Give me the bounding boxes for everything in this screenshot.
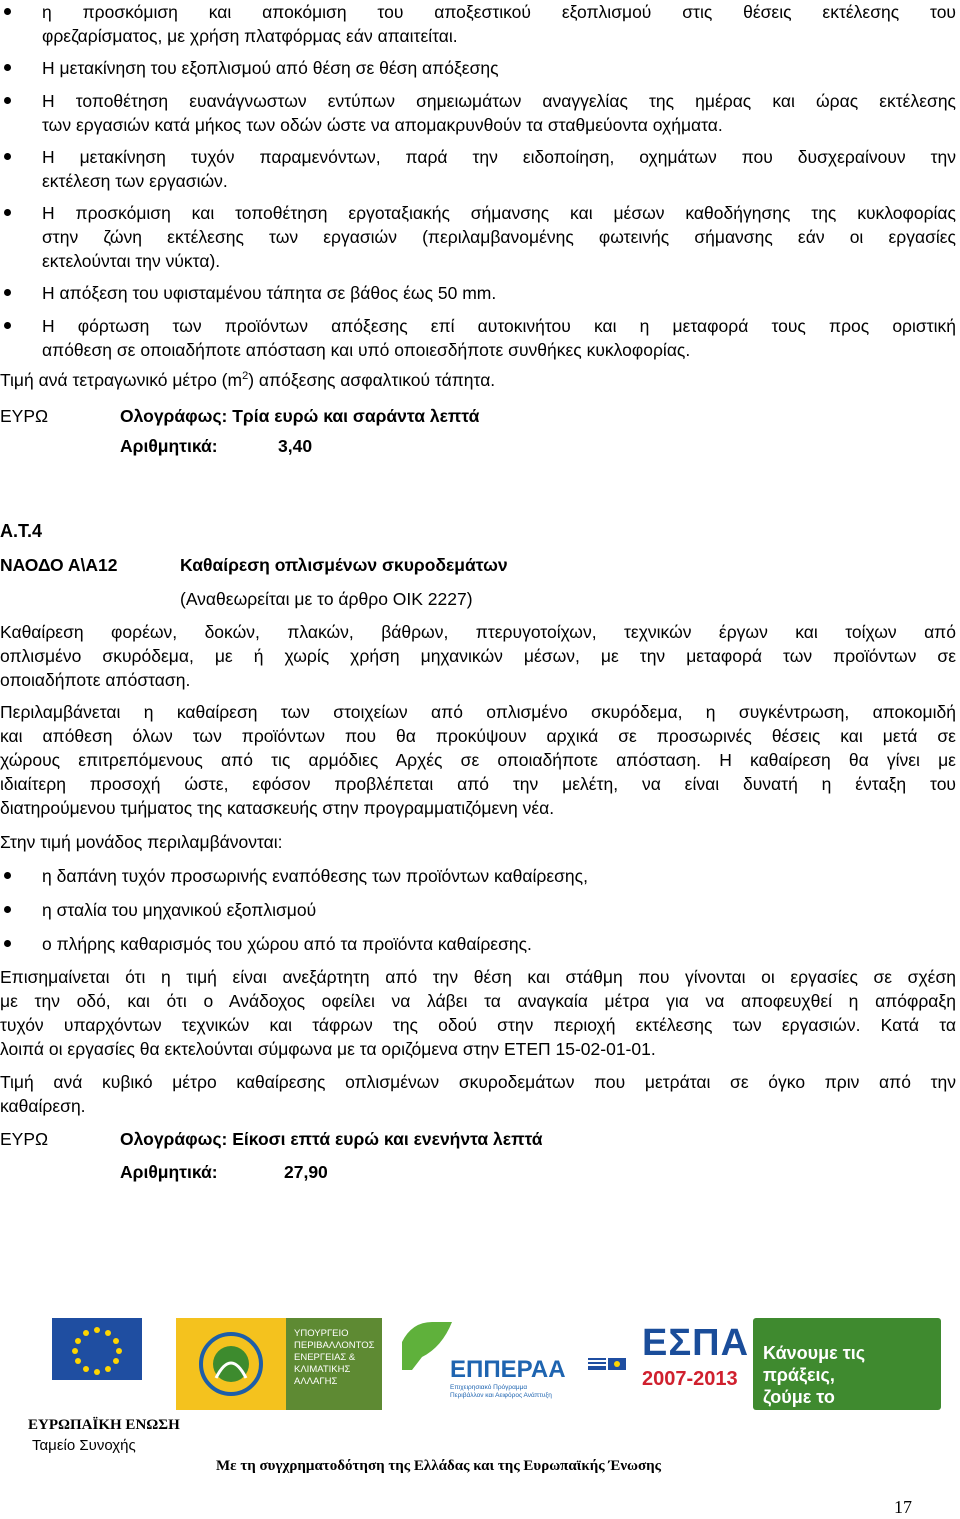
eu-title: ΕΥΡΩΠΑΪΚΗ ΕΝΩΣΗ <box>28 1417 180 1433</box>
list-item-cont: εκτελούνται την νύκτα). <box>42 251 221 271</box>
currency-label: ΕΥΡΩ <box>0 1129 49 1149</box>
epperaa-leaf-icon <box>402 1322 452 1370</box>
paragraph-line: Καθαίρεση φορέων, δοκών, πλακών, βάθρων, πτερυγοτοίχων, τεχνικών έργων και τοίχων από <box>0 622 956 642</box>
price-numeric-value: 3,40 <box>278 436 313 456</box>
list-item: ο πλήρης καθαρισμός του χώρου από τα προϊόντα καθαίρεσης. <box>42 934 532 954</box>
paragraph-line: διατηρούμενου τμήματος της κατασκευής στην προγραμματιζόμενη νέα. <box>0 798 555 818</box>
bullet-icon <box>4 289 11 296</box>
espa-years: 2007-2013 <box>642 1368 738 1390</box>
eu-flag-icon <box>28 1318 166 1410</box>
paragraph-line: με την οδό, και ότι ο Ανάδοχος οφείλει να λάβει τα αναγκαία μέτρα για να αποφευχθεί η απόφραξη <box>0 991 956 1011</box>
ministry-emblem-icon <box>176 1318 286 1410</box>
paragraph-line: οπλισμένο σκυρόδεμα, με ή χωρίς χρήση μηχανικών μέσων, με την μεταφορά των προϊόντων σε <box>0 646 956 666</box>
list-item: Η μετακίνηση τυχόν παραμενόντων, παρά την ειδοποίηση, οχημάτων που δυσχεραίνουν την <box>42 147 956 167</box>
ministry-line: ΥΠΟΥΡΓΕΙΟ <box>294 1328 349 1339</box>
espa-logo <box>578 1318 750 1410</box>
paragraph-line: Επισημαίνεται ότι η τιμή είναι ανεξάρτητη από την θέση και στάθμη που γίνονται οι εργασίες σε σχέση <box>0 967 956 987</box>
list-item: Η προσκόμιση και τοποθέτηση εργοταξιακής σήμανσης και μέσων καθοδήγησης της κυκλοφορίας <box>42 203 956 223</box>
list-item: Η τοποθέτηση ευανάγνωστων εντύπων σημειωμάτων αναγγελίας της ημέρας και ώρας εκτέλεσης <box>42 91 956 111</box>
unit-price-description: Τιμή ανά τετραγωνικό μέτρο $(m^2)$ απόξεσης ασφαλτικού τάπητα. <box>0 370 496 390</box>
article-id: Α.Τ.4 <box>0 521 43 541</box>
currency-label: ΕΥΡΩ <box>0 406 49 426</box>
slogan-banner <box>753 1318 941 1429</box>
price-numeric-label: Αριθμητικά: <box>120 436 218 456</box>
espa-name: ΕΣΠΑ <box>642 1322 750 1364</box>
list-item: η προσκόμιση και αποκόμιση του αποξεστικού εξοπλισμού στις θέσεις εκτέλεσης του <box>42 2 956 22</box>
ministry-line: ΑΛΛΑΓΗΣ <box>294 1376 338 1387</box>
eu-logo <box>28 1318 166 1410</box>
paragraph-line: χώρους επιτρεπόμενους από τις αρμόδιες Αρχές σε οποιαδήποτε απόσταση. Η καθαίρεση θα γίνει με <box>0 750 956 770</box>
article-subtitle: (Αναθεωρείται με το άρθρο ΟΙΚ 2227) <box>180 589 473 609</box>
price-in-words: Ολογράφως: Είκοσι επτά ευρώ και ενενήντα λεπτά <box>120 1129 543 1149</box>
bullet-icon <box>4 97 11 104</box>
price-in-words: Ολογράφως: Τρία ευρώ και σαράντα λεπτά <box>120 406 480 426</box>
ministry-line: ΕΝΕΡΓΕΙΑΣ & <box>294 1352 356 1363</box>
article-title: Καθαίρεση οπλισμένων σκυροδεμάτων <box>180 555 508 575</box>
paragraph-line: Περιλαμβάνεται η καθαίρεση των στοιχείων από οπλισμένο σκυρόδεμα, η συγκέντρωση, αποκομιδή <box>0 702 956 722</box>
list-item-cont: απόθεση σε οποιαδήποτε απόσταση και υπό οποιεσδήποτε συνθήκες κυκλοφορίας. <box>42 340 691 360</box>
bullet-icon <box>4 64 11 71</box>
slogan-line: ζούμε το αποτέλεσμα <box>763 1387 867 1429</box>
bullet-icon <box>4 322 11 329</box>
list-item-cont: φρεζαρίσματος, με χρήση πλατφόρμας εάν απαιτείται. <box>42 26 458 46</box>
bullet-icon <box>4 872 11 879</box>
price-numeric-label: Αριθμητικά: <box>120 1162 218 1182</box>
paragraph-line: λοιπά οι εργασίες θα εκτελούνται σύμφωνα με τα οριζόμενα στην ΕΤΕΠ 15-02-01-01. <box>0 1039 656 1059</box>
paragraph-line: οποιαδήποτε απόσταση. <box>0 670 191 690</box>
included-heading: Στην τιμή μονάδος περιλαμβάνονται: <box>0 832 283 852</box>
slogan-line: Κάνουμε τις πράξεις, <box>763 1343 866 1385</box>
paragraph-line: καθαίρεση. <box>0 1096 86 1116</box>
list-item-cont: στην ζώνη εκτέλεσης των εργασιών (περιλαμβανομένης φωτεινής σήμανσης εάν οι εργασίες <box>42 227 956 247</box>
paragraph-line: ιδιαίτερη προσοχή ώστε, εφόσον προβλέπεται από την μελέτη, να είναι δυνατή η ένταξη του <box>0 774 956 794</box>
list-item-cont: εκτέλεση των εργασιών. <box>42 171 228 191</box>
flags-icon <box>588 1358 628 1398</box>
list-item: Η απόξεση του υφισταμένου τάπητα σε βάθος έως 50 mm. <box>42 283 497 303</box>
epperaa-subtitle: Επιχειρησιακό Πρόγραμμα Περιβάλλον και Αειφόρος Ανάπτυξη <box>450 1384 552 1399</box>
bullet-icon <box>4 8 11 15</box>
cofinance-note: Με τη συγχρηματοδότηση της Ελλάδας και της Ευρωπαϊκής Ένωσης <box>216 1458 662 1474</box>
bullet-icon <box>4 906 11 913</box>
ministry-line: ΚΛΙΜΑΤΙΚΗΣ <box>294 1364 351 1375</box>
ministry-name <box>286 1318 382 1410</box>
paragraph-line: Τιμή ανά κυβικό μέτρο καθαίρεσης οπλισμένων σκυροδεμάτων που μετράται σε όγκο πριν από την <box>0 1072 956 1092</box>
paragraph-line: τυχόν υπαρχόντων τεχνικών και τάφρων της οδού στην περιοχή εκτέλεσης των εργασιών. Κατά τα <box>0 1015 956 1035</box>
list-item: η δαπάνη τυχόν προσωρινής εναπόθεσης των προϊόντων καθαίρεσης, <box>42 866 588 886</box>
list-item: η σταλία του μηχανικού εξοπλισμού <box>42 900 317 920</box>
ministry-logo <box>176 1318 382 1410</box>
price-numeric-value: 27,90 <box>284 1162 328 1182</box>
epperaa-logo <box>398 1318 566 1410</box>
bullet-icon <box>4 153 11 160</box>
list-item: Η φόρτωση των προϊόντων απόξεσης επί αυτοκινήτου και η μεταφορά τους προς οριστική <box>42 316 956 336</box>
list-item-cont: των εργασιών κατά μήκος των οδών ώστε να απομακρυνθούν τα σταθμεύοντα οχήματα. <box>42 115 723 135</box>
page-number: 17 <box>894 1497 912 1517</box>
ministry-line: ΠΕΡΙΒΑΛΛΟΝΤΟΣ <box>294 1340 375 1351</box>
article-code: ΝΑΟΔΟ Α\Α12 <box>0 555 118 575</box>
eu-fund: Ταμείο Συνοχής <box>32 1437 136 1454</box>
bullet-icon <box>4 209 11 216</box>
paragraph-line: και απόθεση όλων των προϊόντων που θα προκύψουν αρχικά σε προσωρινές θέσεις και μετά σε <box>0 726 956 746</box>
epperaa-name: ΕΠΠΕΡΑΑ <box>450 1356 566 1383</box>
bullet-icon <box>4 940 11 947</box>
list-item: Η μετακίνηση του εξοπλισμού από θέση σε θέση απόξεσης <box>42 58 499 78</box>
